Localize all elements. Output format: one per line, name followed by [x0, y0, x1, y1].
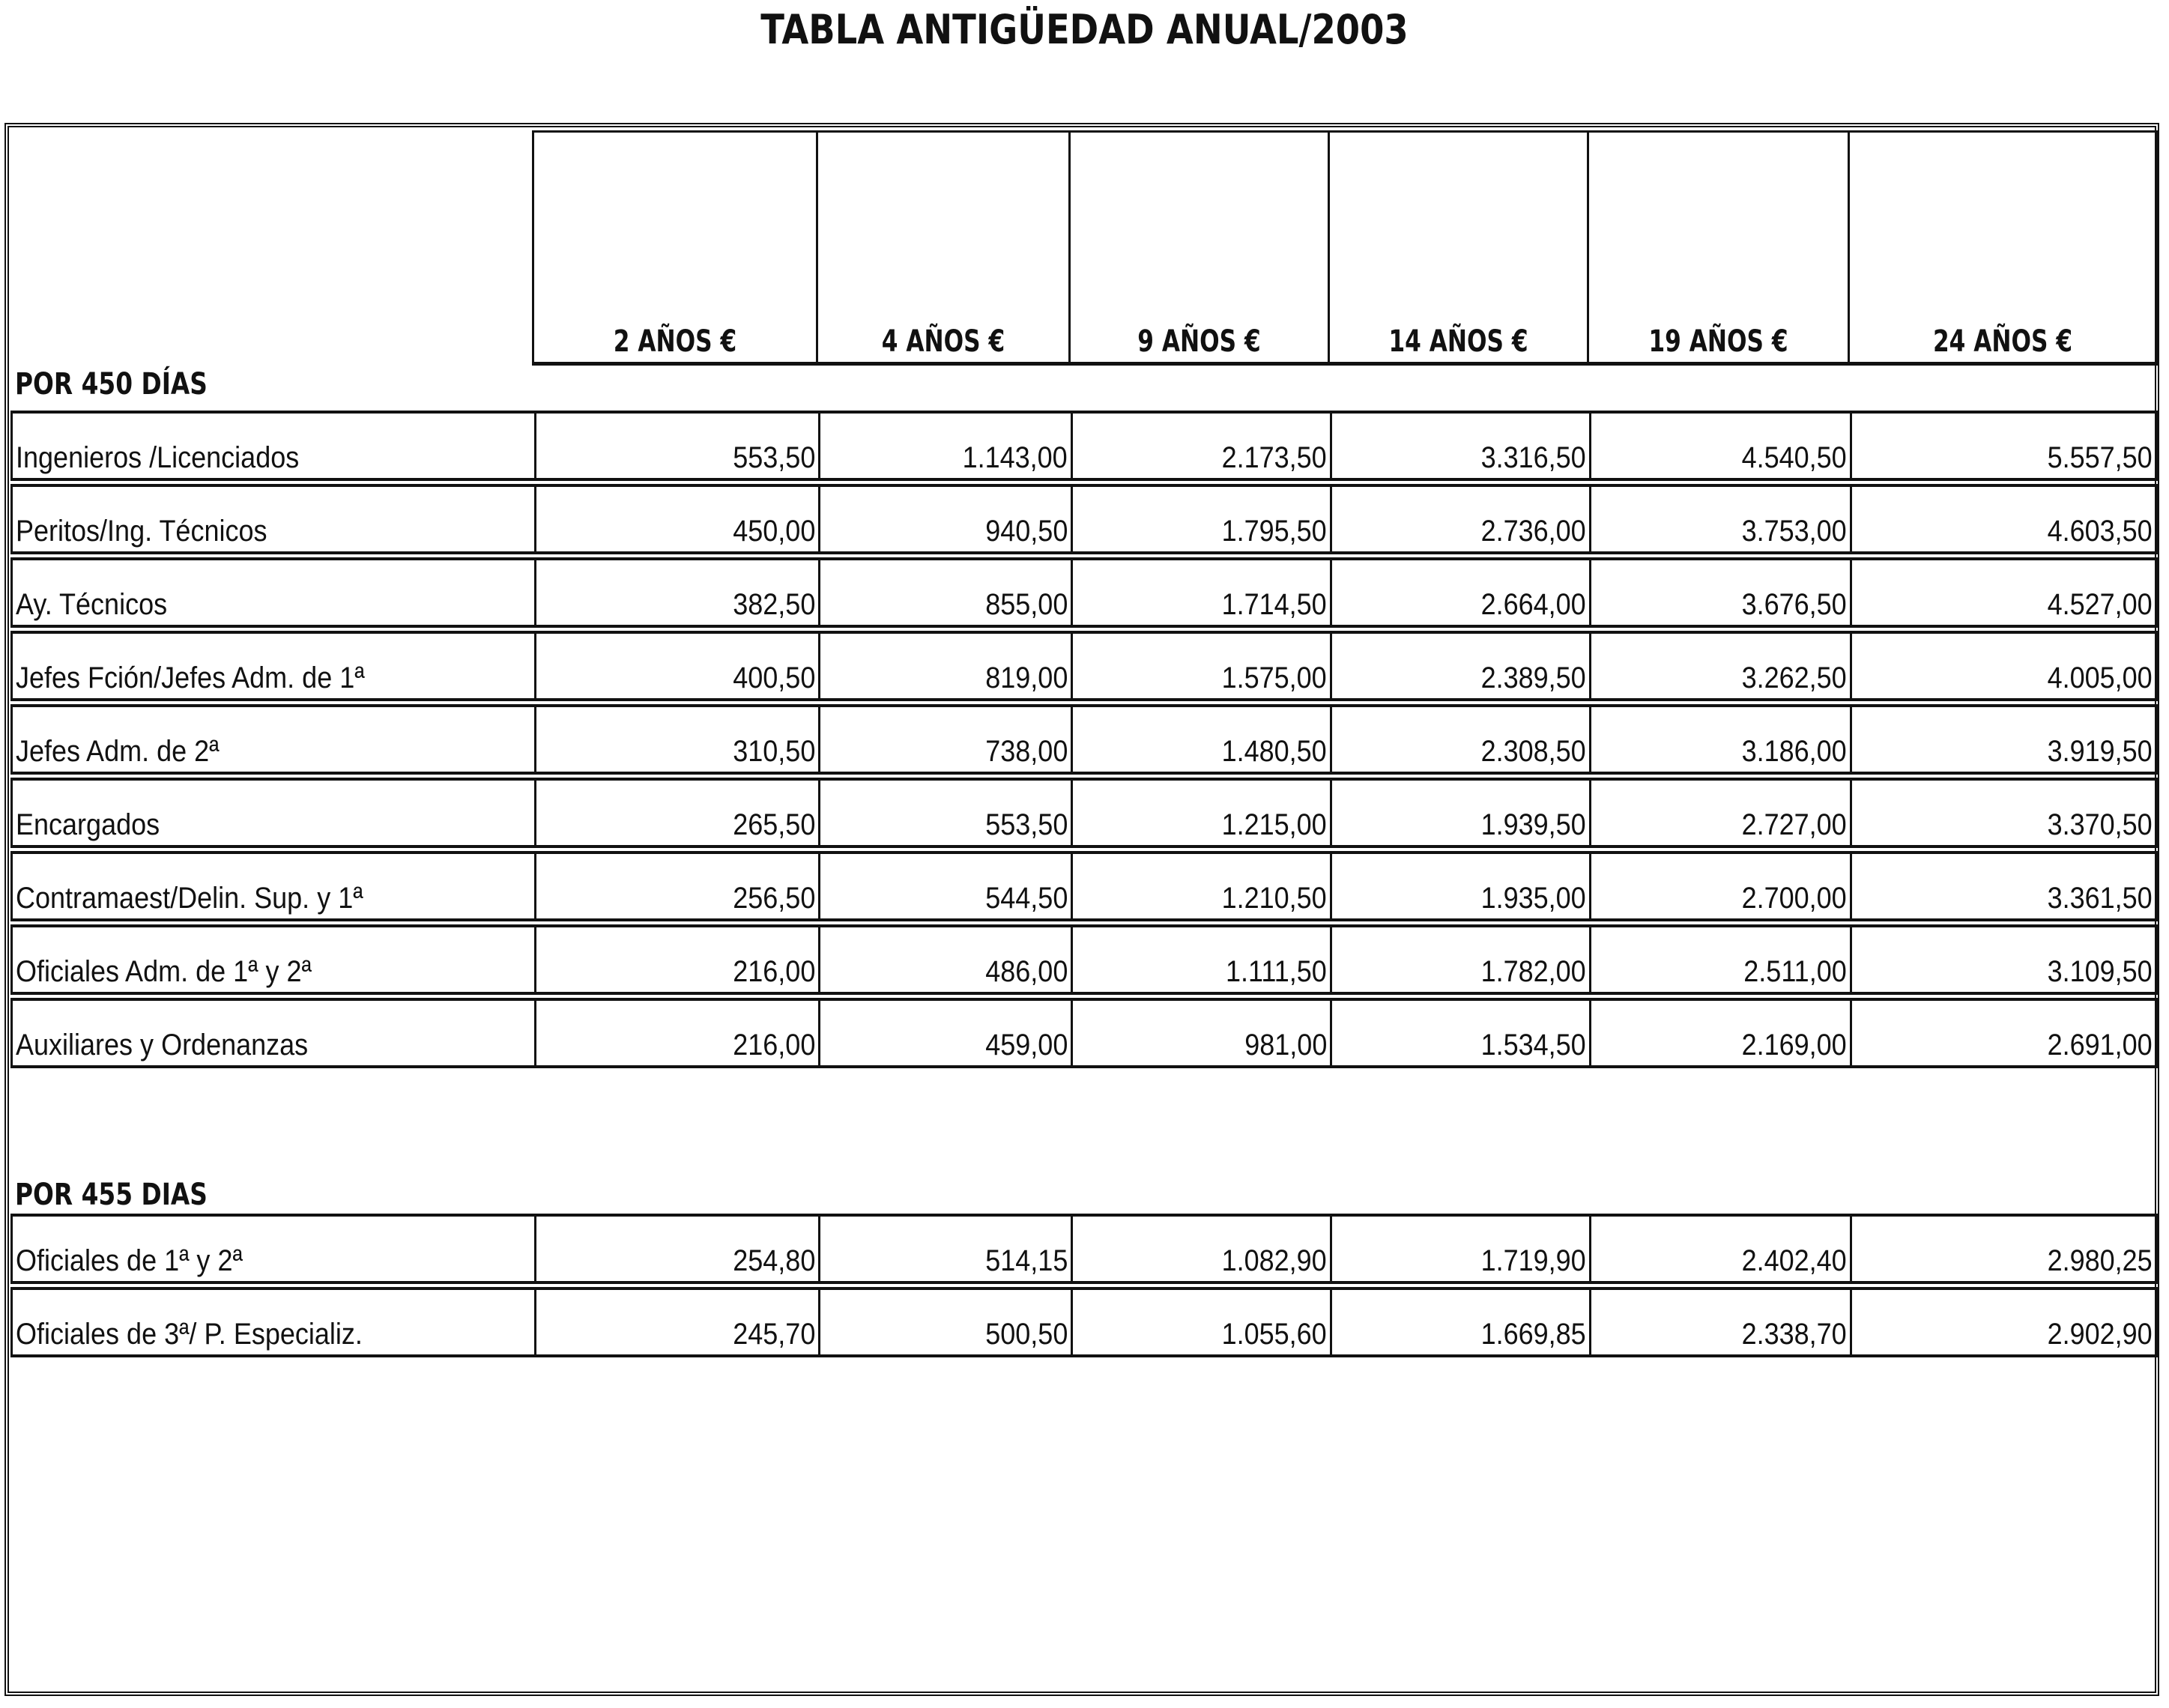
- table-cell: [1850, 1001, 2156, 1065]
- column-header-9-anos: [1068, 130, 1330, 366]
- cell-value: 2.338,70: [1741, 1318, 1847, 1351]
- table-cell: [1071, 560, 1330, 625]
- table-cell: [818, 1217, 1071, 1281]
- column-header-24-anos: [1848, 130, 2158, 366]
- cell-value: 3.186,00: [1741, 735, 1847, 768]
- table-cell: [1071, 1217, 1330, 1281]
- table-row: [10, 924, 2158, 995]
- table-cell: [1850, 781, 2156, 845]
- table-cell: [818, 634, 1071, 698]
- table-cell: [1589, 1217, 1850, 1281]
- cell-value: 2.736,00: [1480, 515, 1586, 548]
- cell-value: 3.316,50: [1480, 441, 1586, 474]
- table-cell: [1071, 854, 1330, 918]
- cell-value: 1.082,90: [1221, 1244, 1327, 1277]
- cell-value: 1.714,50: [1221, 588, 1327, 621]
- cell-value: 2.727,00: [1741, 808, 1847, 841]
- table-cell: [1589, 781, 1850, 845]
- cell-value: 2.980,25: [2047, 1244, 2153, 1277]
- cell-value: 738,00: [984, 735, 1068, 768]
- table-cell: [1850, 1290, 2156, 1354]
- cell-value: 3.370,50: [2047, 808, 2153, 841]
- table-row: [10, 484, 2158, 554]
- row-category: Peritos/Ing. Técnicos: [16, 515, 267, 548]
- cell-value: 1.480,50: [1221, 735, 1327, 768]
- table-cell: [818, 560, 1071, 625]
- table-row: [10, 631, 2158, 701]
- table-cell: [818, 854, 1071, 918]
- table-cell: [818, 927, 1071, 992]
- table-cell: [1330, 707, 1589, 772]
- table-cell: [1071, 1290, 1330, 1354]
- cell-value: 2.389,50: [1480, 661, 1586, 694]
- cell-value: 940,50: [984, 515, 1068, 548]
- table-cell: [818, 781, 1071, 845]
- cell-value: 1.111,50: [1226, 955, 1327, 988]
- table-cell: [1589, 707, 1850, 772]
- table-row: [10, 851, 2158, 921]
- column-header-label: 4 AÑOS €: [881, 324, 1005, 359]
- cell-value: 514,15: [984, 1244, 1068, 1277]
- table-cell: [818, 487, 1071, 551]
- row-category: Oficiales de 1ª y 2ª: [16, 1244, 243, 1277]
- table-cell: [1589, 1290, 1850, 1354]
- table-row: [10, 557, 2158, 628]
- table-cell: [1071, 414, 1330, 478]
- cell-value: 3.109,50: [2047, 955, 2153, 988]
- cell-value: 1.055,60: [1221, 1318, 1327, 1351]
- table-cell: [818, 414, 1071, 478]
- cell-value: 3.919,50: [2047, 735, 2153, 768]
- column-header-4-anos: [816, 130, 1071, 366]
- cell-value: 1.719,90: [1480, 1244, 1586, 1277]
- cell-value: 216,00: [732, 1029, 815, 1062]
- table-cell: [1589, 487, 1850, 551]
- column-header-label: 9 AÑOS €: [1137, 324, 1261, 359]
- table-cell: [1071, 487, 1330, 551]
- cell-value: 3.262,50: [1741, 661, 1847, 694]
- table-cell: [818, 1290, 1071, 1354]
- section-label-455-dias: POR 455 DIAS: [15, 1178, 208, 1212]
- cell-value: 1.143,00: [962, 441, 1068, 474]
- table-cell: [1850, 707, 2156, 772]
- row-category: Ay. Técnicos: [16, 588, 168, 621]
- column-header-label: 14 AÑOS €: [1388, 324, 1528, 359]
- column-header-label: 19 AÑOS €: [1648, 324, 1788, 359]
- cell-value: 1.935,00: [1480, 882, 1586, 915]
- cell-value: 2.902,90: [2047, 1318, 2153, 1351]
- table-cell: [534, 560, 818, 625]
- table-cell: [1330, 487, 1589, 551]
- cell-value: 500,50: [984, 1318, 1068, 1351]
- cell-value: 256,50: [732, 882, 815, 915]
- table-cell: [1071, 634, 1330, 698]
- row-category: Oficiales de 3ª/ P. Especializ.: [16, 1318, 363, 1351]
- cell-value: 4.540,50: [1741, 441, 1847, 474]
- section-label-450-dias: POR 450 DÍAS: [15, 367, 208, 402]
- table-cell: [1330, 414, 1589, 478]
- cell-value: 1.210,50: [1221, 882, 1327, 915]
- row-category: Ingenieros /Licenciados: [16, 441, 300, 474]
- cell-value: 450,00: [732, 515, 815, 548]
- table-cell: [1589, 927, 1850, 992]
- table-cell: [1330, 1001, 1589, 1065]
- row-category: Contramaest/Delin. Sup. y 1ª: [16, 882, 363, 915]
- cell-value: 486,00: [984, 955, 1068, 988]
- cell-value: 3.753,00: [1741, 515, 1847, 548]
- cell-value: 819,00: [984, 661, 1068, 694]
- table-cell: [1850, 487, 2156, 551]
- table-cell: [1589, 414, 1850, 478]
- table-cell: [534, 927, 818, 992]
- cell-value: 553,50: [984, 808, 1068, 841]
- cell-value: 1.795,50: [1221, 515, 1327, 548]
- table-cell: [1071, 927, 1330, 992]
- table-cell: [1589, 1001, 1850, 1065]
- table-cell: [818, 1001, 1071, 1065]
- cell-value: 1.782,00: [1480, 955, 1586, 988]
- table-row: [10, 1287, 2158, 1357]
- cell-value: 1.215,00: [1221, 808, 1327, 841]
- cell-value: 5.557,50: [2047, 441, 2153, 474]
- table-cell: [1071, 707, 1330, 772]
- cell-value: 3.676,50: [1741, 588, 1847, 621]
- table-row: [10, 778, 2158, 848]
- table-row: [10, 998, 2158, 1068]
- table-cell: [534, 1217, 818, 1281]
- cell-value: 1.534,50: [1480, 1029, 1586, 1062]
- cell-value: 981,00: [1244, 1029, 1327, 1062]
- table-cell: [818, 707, 1071, 772]
- cell-value: 265,50: [732, 808, 815, 841]
- cell-value: 2.169,00: [1741, 1029, 1847, 1062]
- table-cell: [1330, 1290, 1589, 1354]
- cell-value: 2.402,40: [1741, 1244, 1847, 1277]
- cell-value: 400,50: [732, 661, 815, 694]
- document-title: TABLA ANTIGÜEDAD ANUAL/2003: [760, 6, 1409, 53]
- row-category: Auxiliares y Ordenanzas: [16, 1029, 309, 1062]
- table-cell: [1330, 927, 1589, 992]
- cell-value: 2.511,00: [1743, 955, 1847, 988]
- column-header-19-anos: [1587, 130, 1850, 366]
- cell-value: 459,00: [984, 1029, 1068, 1062]
- table-cell: [1850, 414, 2156, 478]
- row-category: Encargados: [16, 808, 160, 841]
- row-category: Oficiales Adm. de 1ª y 2ª: [16, 955, 312, 988]
- table-row: [10, 411, 2158, 481]
- cell-value: 382,50: [732, 588, 815, 621]
- cell-value: 3.361,50: [2047, 882, 2153, 915]
- table-row: [10, 1214, 2158, 1284]
- column-header-label: 24 AÑOS €: [1932, 324, 2073, 359]
- cell-value: 245,70: [732, 1318, 815, 1351]
- cell-value: 4.005,00: [2047, 661, 2153, 694]
- table-cell: [1589, 634, 1850, 698]
- table-cell: [534, 707, 818, 772]
- column-header-14-anos: [1328, 130, 1589, 366]
- table-cell: [534, 1001, 818, 1065]
- cell-value: 1.575,00: [1221, 661, 1327, 694]
- cell-value: 553,50: [732, 441, 815, 474]
- table-cell: [1330, 1217, 1589, 1281]
- table-cell: [1330, 781, 1589, 845]
- table-cell: [1071, 1001, 1330, 1065]
- table-cell: [1589, 854, 1850, 918]
- table-cell: [1850, 1217, 2156, 1281]
- table-cell: [1589, 560, 1850, 625]
- cell-value: 216,00: [732, 955, 815, 988]
- table-cell: [1850, 634, 2156, 698]
- cell-value: 310,50: [732, 735, 815, 768]
- table-cell: [1330, 560, 1589, 625]
- table-cell: [534, 414, 818, 478]
- cell-value: 855,00: [984, 588, 1068, 621]
- table-cell: [534, 634, 818, 698]
- table-cell: [534, 487, 818, 551]
- cell-value: 1.939,50: [1480, 808, 1586, 841]
- cell-value: 4.527,00: [2047, 588, 2153, 621]
- table-cell: [1330, 854, 1589, 918]
- cell-value: 2.664,00: [1480, 588, 1586, 621]
- cell-value: 2.700,00: [1741, 882, 1847, 915]
- table-cell: [1850, 560, 2156, 625]
- row-category: Jefes Adm. de 2ª: [16, 735, 220, 768]
- cell-value: 1.669,85: [1480, 1318, 1586, 1351]
- cell-value: 2.308,50: [1480, 735, 1586, 768]
- table-row: [10, 704, 2158, 775]
- cell-value: 2.173,50: [1221, 441, 1327, 474]
- cell-value: 254,80: [732, 1244, 815, 1277]
- column-header-label: 2 AÑOS €: [613, 324, 737, 359]
- table-cell: [1850, 854, 2156, 918]
- table-cell: [534, 1290, 818, 1354]
- table-cell: [1071, 781, 1330, 845]
- column-header-2-anos: [532, 130, 818, 366]
- cell-value: 4.603,50: [2047, 515, 2153, 548]
- table-cell: [1330, 634, 1589, 698]
- table-cell: [1850, 927, 2156, 992]
- table-cell: [534, 781, 818, 845]
- cell-value: 2.691,00: [2047, 1029, 2153, 1062]
- row-category: Jefes Fción/Jefes Adm. de 1ª: [16, 661, 365, 694]
- cell-value: 544,50: [984, 882, 1068, 915]
- table-cell: [534, 854, 818, 918]
